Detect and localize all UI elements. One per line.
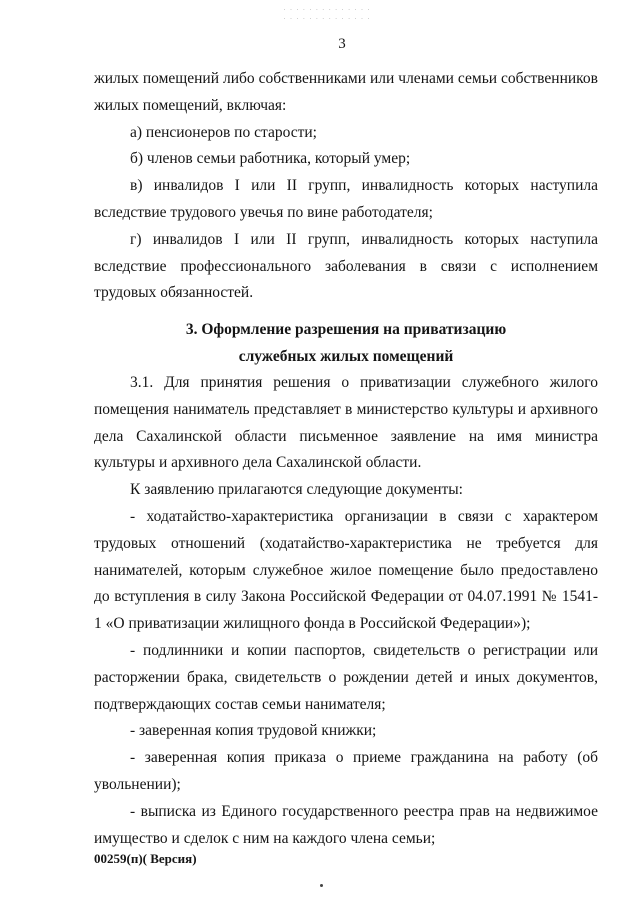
paragraph-documents-intro: К заявлению прилагаются следующие документы: (130, 481, 463, 499)
body-text-top (94, 66, 598, 307)
section-heading-line-2: служебных жилых помещений (238, 347, 454, 365)
stamp-line-1: · · · · · · · · · · · · · · (283, 6, 371, 14)
list-item-b: б) членов семьи работника, который умер; (130, 150, 411, 168)
page-number: 3 (338, 36, 346, 52)
registration-stamp (262, 6, 392, 28)
document-item-passports: - подлинники и копии паспортов, свидетельств о регистрации или расторжении брака, свидетельств о рождении детей и иных документов, подтверждающих состав семьи нанимателя; (94, 641, 598, 713)
paragraph-3-1: 3.1. Для принятия решения о приватизации служебного жилого помещения наниматель представляет в министерство культуры и архивного дела Сахалинской области письменное заявление на имя министра культуры и архивного дела Сахалинской области. (94, 374, 598, 472)
document-code-footer: 00259(п)( Версия) (94, 851, 197, 866)
body-text-section-3 (94, 370, 598, 852)
paragraph-continuation: жилых помещений либо собственниками или членами семьи собственников жилых помещений, включая: (94, 70, 598, 114)
stamp-line-2: · · · · · · · · · · · · · · (283, 15, 371, 23)
scan-speck (320, 884, 323, 887)
list-item-a: а) пенсионеров по старости; (130, 123, 317, 141)
document-item-registry-extract: - выписка из Единого государственного реестра прав на недвижимое имущество и сделок с ним на каждого члена семьи; (94, 802, 598, 847)
list-item-v: в) инвалидов I или II групп, инвалидность которых наступила вследствие трудового увечья по вине работодателя; (94, 177, 598, 221)
document-item-order-copy: - заверенная копия приказа о приеме гражданина на работу (об увольнении); (94, 749, 598, 793)
document-item-workbook: - заверенная копия трудовой книжки; (130, 722, 377, 740)
list-item-g: г) инвалидов I или II групп, инвалидность которых наступила вследствие профессионального заболевания в связи с исполнением трудовых обязанностей. (94, 230, 598, 302)
document-item-petition: - ходатайство-характеристика организации в связи с характером трудовых отношений (ходатайство-характеристика не требуется для нанимателей, которым служебное жилое помещение было предоставлено до вступления в силу Закона Российской Федерации от 04.07.1991 № 1541-1 «О приватизации жилищного фонда в Российской Федерации»); (94, 507, 598, 633)
section-heading (94, 317, 598, 371)
section-heading-line-1: 3. Оформление разрешения на приватизацию (185, 321, 507, 338)
